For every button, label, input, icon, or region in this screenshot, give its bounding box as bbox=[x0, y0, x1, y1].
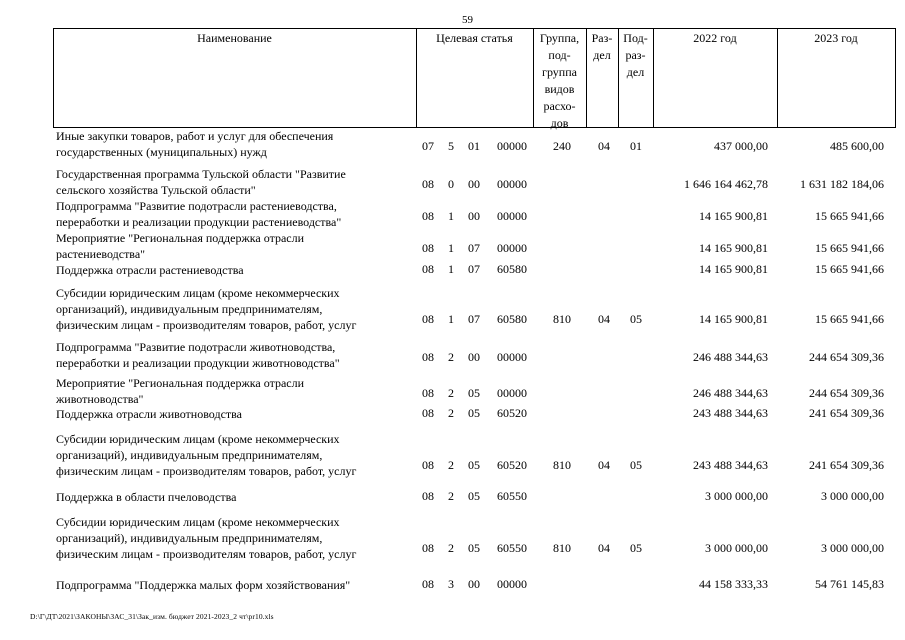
row-name-line: Поддержка отрасли растениеводства bbox=[56, 263, 244, 277]
row-name bbox=[56, 514, 376, 562]
cell-y23: 54 761 145,83 bbox=[815, 577, 884, 591]
table-header bbox=[53, 28, 896, 128]
header-line: под- bbox=[548, 48, 571, 62]
header-2023: 2023 год bbox=[814, 31, 858, 45]
divider bbox=[895, 28, 896, 128]
cell-b: 3 bbox=[448, 577, 454, 591]
row-name bbox=[56, 166, 376, 198]
header-line: Под- bbox=[623, 31, 648, 45]
table-row bbox=[0, 262, 905, 278]
row-name-line: растениеводства" bbox=[56, 247, 146, 261]
row-name-line: организаций), индивидуальным предпринимателям, bbox=[56, 531, 323, 545]
cell-y23: 15 665 941,66 bbox=[815, 209, 884, 223]
table-row bbox=[0, 514, 905, 562]
row-name-line: переработки и реализации продукции животноводства" bbox=[56, 356, 340, 370]
row-name-line: Подпрограмма "Поддержка малых форм хозяйствования" bbox=[56, 578, 351, 592]
cell-sec: 04 bbox=[598, 541, 610, 555]
cell-c: 05 bbox=[468, 406, 480, 420]
row-name-line: организаций), индивидуальным предпринимателям, bbox=[56, 448, 323, 462]
row-name-line: Мероприятие "Региональная поддержка отрасли bbox=[56, 231, 305, 245]
table-row bbox=[0, 128, 905, 160]
cell-b: 2 bbox=[448, 489, 454, 503]
cell-b: 2 bbox=[448, 386, 454, 400]
row-name-line: Мероприятие "Региональная поддержка отрасли bbox=[56, 376, 305, 390]
header-line: дел bbox=[626, 65, 645, 79]
page-number: 59 bbox=[462, 14, 473, 26]
cell-y22: 44 158 333,33 bbox=[699, 577, 768, 591]
header-name: Наименование bbox=[197, 31, 272, 45]
row-name-line: Субсидии юридическим лицам (кроме некоммерческих bbox=[56, 286, 340, 300]
cell-d: 00000 bbox=[497, 209, 527, 223]
cell-grp: 810 bbox=[553, 312, 571, 326]
cell-c: 05 bbox=[468, 458, 480, 472]
cell-d: 60580 bbox=[497, 262, 527, 276]
cell-b: 1 bbox=[448, 209, 454, 223]
cell-b: 2 bbox=[448, 406, 454, 420]
cell-sub: 01 bbox=[630, 139, 642, 153]
cell-sec: 04 bbox=[598, 312, 610, 326]
row-name bbox=[56, 262, 376, 278]
cell-sub: 05 bbox=[630, 458, 642, 472]
header-line: раз- bbox=[625, 48, 646, 62]
table-row bbox=[0, 489, 905, 505]
cell-y23: 241 654 309,36 bbox=[809, 458, 884, 472]
cell-d: 00000 bbox=[497, 350, 527, 364]
row-name-line: Иные закупки товаров, работ и услуг для обеспечения bbox=[56, 129, 334, 143]
row-name-line: Субсидии юридическим лицам (кроме некоммерческих bbox=[56, 515, 340, 529]
cell-c: 00 bbox=[468, 350, 480, 364]
cell-b: 0 bbox=[448, 177, 454, 191]
cell-y22: 246 488 344,63 bbox=[693, 386, 768, 400]
cell-c: 05 bbox=[468, 541, 480, 555]
cell-a: 08 bbox=[422, 241, 434, 255]
cell-d: 00000 bbox=[497, 241, 527, 255]
cell-y23: 3 000 000,00 bbox=[821, 489, 884, 503]
cell-d: 00000 bbox=[497, 139, 527, 153]
table-row bbox=[0, 431, 905, 479]
cell-y23: 244 654 309,36 bbox=[809, 350, 884, 364]
cell-d: 00000 bbox=[497, 386, 527, 400]
cell-c: 07 bbox=[468, 262, 480, 276]
cell-a: 08 bbox=[422, 350, 434, 364]
row-name-line: физическим лицам - производителям товаров, работ, услуг bbox=[56, 464, 357, 478]
cell-b: 2 bbox=[448, 541, 454, 555]
table-row bbox=[0, 577, 905, 593]
row-name bbox=[56, 375, 376, 407]
cell-b: 2 bbox=[448, 458, 454, 472]
header-top-border bbox=[53, 28, 896, 29]
row-name-line: Поддержка отрасли животноводства bbox=[56, 407, 242, 421]
header-line: Раз- bbox=[591, 31, 613, 45]
header-subsection bbox=[618, 30, 653, 81]
row-name-line: переработки и реализации продукции растениеводства" bbox=[56, 215, 342, 229]
cell-c: 00 bbox=[468, 577, 480, 591]
cell-sec: 04 bbox=[598, 458, 610, 472]
row-name-line: Субсидии юридическим лицам (кроме некоммерческих bbox=[56, 432, 340, 446]
cell-a: 08 bbox=[422, 406, 434, 420]
cell-y23: 15 665 941,66 bbox=[815, 312, 884, 326]
cell-y23: 3 000 000,00 bbox=[821, 541, 884, 555]
cell-b: 2 bbox=[448, 350, 454, 364]
header-line: дов bbox=[550, 116, 569, 130]
table-row bbox=[0, 406, 905, 422]
row-name-line: Поддержка в области пчеловодства bbox=[56, 490, 237, 504]
cell-y22: 3 000 000,00 bbox=[705, 541, 768, 555]
table-row bbox=[0, 198, 905, 230]
cell-y22: 437 000,00 bbox=[714, 139, 768, 153]
cell-a: 08 bbox=[422, 489, 434, 503]
header-section bbox=[586, 30, 618, 64]
table-row bbox=[0, 285, 905, 333]
cell-c: 01 bbox=[468, 139, 480, 153]
row-name-line: физическим лицам - производителям товаров, работ, услуг bbox=[56, 547, 357, 561]
row-name bbox=[56, 489, 376, 505]
cell-a: 08 bbox=[422, 312, 434, 326]
cell-a: 08 bbox=[422, 577, 434, 591]
cell-a: 08 bbox=[422, 541, 434, 555]
row-name bbox=[56, 577, 376, 593]
cell-y22: 1 646 164 462,78 bbox=[684, 177, 768, 191]
cell-a: 08 bbox=[422, 209, 434, 223]
cell-d: 60550 bbox=[497, 489, 527, 503]
header-group bbox=[533, 30, 586, 132]
cell-y22: 14 165 900,81 bbox=[699, 262, 768, 276]
row-name-line: Подпрограмма "Развитие подотрасли животноводства, bbox=[56, 340, 336, 354]
cell-c: 00 bbox=[468, 209, 480, 223]
cell-y23: 15 665 941,66 bbox=[815, 241, 884, 255]
cell-b: 5 bbox=[448, 139, 454, 153]
header-line: Группа, bbox=[539, 31, 580, 45]
cell-a: 07 bbox=[422, 139, 434, 153]
cell-a: 08 bbox=[422, 458, 434, 472]
table-row bbox=[0, 375, 905, 407]
cell-a: 08 bbox=[422, 177, 434, 191]
cell-y22: 243 488 344,63 bbox=[693, 458, 768, 472]
cell-d: 60580 bbox=[497, 312, 527, 326]
row-name bbox=[56, 431, 376, 479]
cell-grp: 240 bbox=[553, 139, 571, 153]
row-name bbox=[56, 198, 376, 230]
cell-d: 60550 bbox=[497, 541, 527, 555]
cell-c: 07 bbox=[468, 241, 480, 255]
cell-y22: 14 165 900,81 bbox=[699, 241, 768, 255]
cell-y23: 15 665 941,66 bbox=[815, 262, 884, 276]
header-line: расхо- bbox=[543, 99, 576, 113]
cell-c: 00 bbox=[468, 177, 480, 191]
header-line: дел bbox=[593, 48, 611, 62]
cell-y23: 485 600,00 bbox=[830, 139, 884, 153]
row-name bbox=[56, 285, 376, 333]
cell-c: 05 bbox=[468, 386, 480, 400]
cell-b: 1 bbox=[448, 262, 454, 276]
row-name-line: Подпрограмма "Развитие подотрасли растениеводства, bbox=[56, 199, 337, 213]
table-row bbox=[0, 339, 905, 371]
cell-y22: 243 488 344,63 bbox=[693, 406, 768, 420]
cell-y22: 14 165 900,81 bbox=[699, 312, 768, 326]
cell-grp: 810 bbox=[553, 541, 571, 555]
cell-y22: 246 488 344,63 bbox=[693, 350, 768, 364]
row-name-line: Государственная программа Тульской области "Развитие bbox=[56, 167, 346, 181]
cell-y22: 14 165 900,81 bbox=[699, 209, 768, 223]
cell-y22: 3 000 000,00 bbox=[705, 489, 768, 503]
row-name bbox=[56, 406, 376, 422]
table-row bbox=[0, 230, 905, 262]
cell-a: 08 bbox=[422, 262, 434, 276]
table-row bbox=[0, 166, 905, 198]
cell-sub: 05 bbox=[630, 541, 642, 555]
cell-sub: 05 bbox=[630, 312, 642, 326]
cell-d: 60520 bbox=[497, 458, 527, 472]
cell-y23: 244 654 309,36 bbox=[809, 386, 884, 400]
cell-grp: 810 bbox=[553, 458, 571, 472]
row-name-line: сельского хозяйства Тульской области" bbox=[56, 183, 256, 197]
row-name-line: государственных (муниципальных) нужд bbox=[56, 145, 267, 159]
cell-c: 07 bbox=[468, 312, 480, 326]
cell-a: 08 bbox=[422, 386, 434, 400]
row-name-line: физическим лицам - производителям товаров, работ, услуг bbox=[56, 318, 357, 332]
cell-b: 1 bbox=[448, 241, 454, 255]
row-name bbox=[56, 230, 376, 262]
header-target: Целевая статья bbox=[436, 31, 513, 45]
header-line: видов bbox=[544, 82, 575, 96]
cell-b: 1 bbox=[448, 312, 454, 326]
row-name-line: организаций), индивидуальным предпринимателям, bbox=[56, 302, 323, 316]
cell-sec: 04 bbox=[598, 139, 610, 153]
header-line: группа bbox=[542, 65, 577, 79]
header-2022: 2022 год bbox=[693, 31, 737, 45]
cell-d: 60520 bbox=[497, 406, 527, 420]
cell-d: 00000 bbox=[497, 577, 527, 591]
row-name-line: животноводства" bbox=[56, 392, 144, 406]
row-name bbox=[56, 339, 376, 371]
cell-y23: 241 654 309,36 bbox=[809, 406, 884, 420]
row-name bbox=[56, 128, 376, 160]
cell-y23: 1 631 182 184,06 bbox=[800, 177, 884, 191]
cell-c: 05 bbox=[468, 489, 480, 503]
file-path-footer: D:\Г\ДТ\2021\ЗАКОНЫ\ЗАС_31\Зак_изм. бюджет 2021-2023_2 чт\pr10.xls bbox=[30, 612, 274, 621]
cell-d: 00000 bbox=[497, 177, 527, 191]
